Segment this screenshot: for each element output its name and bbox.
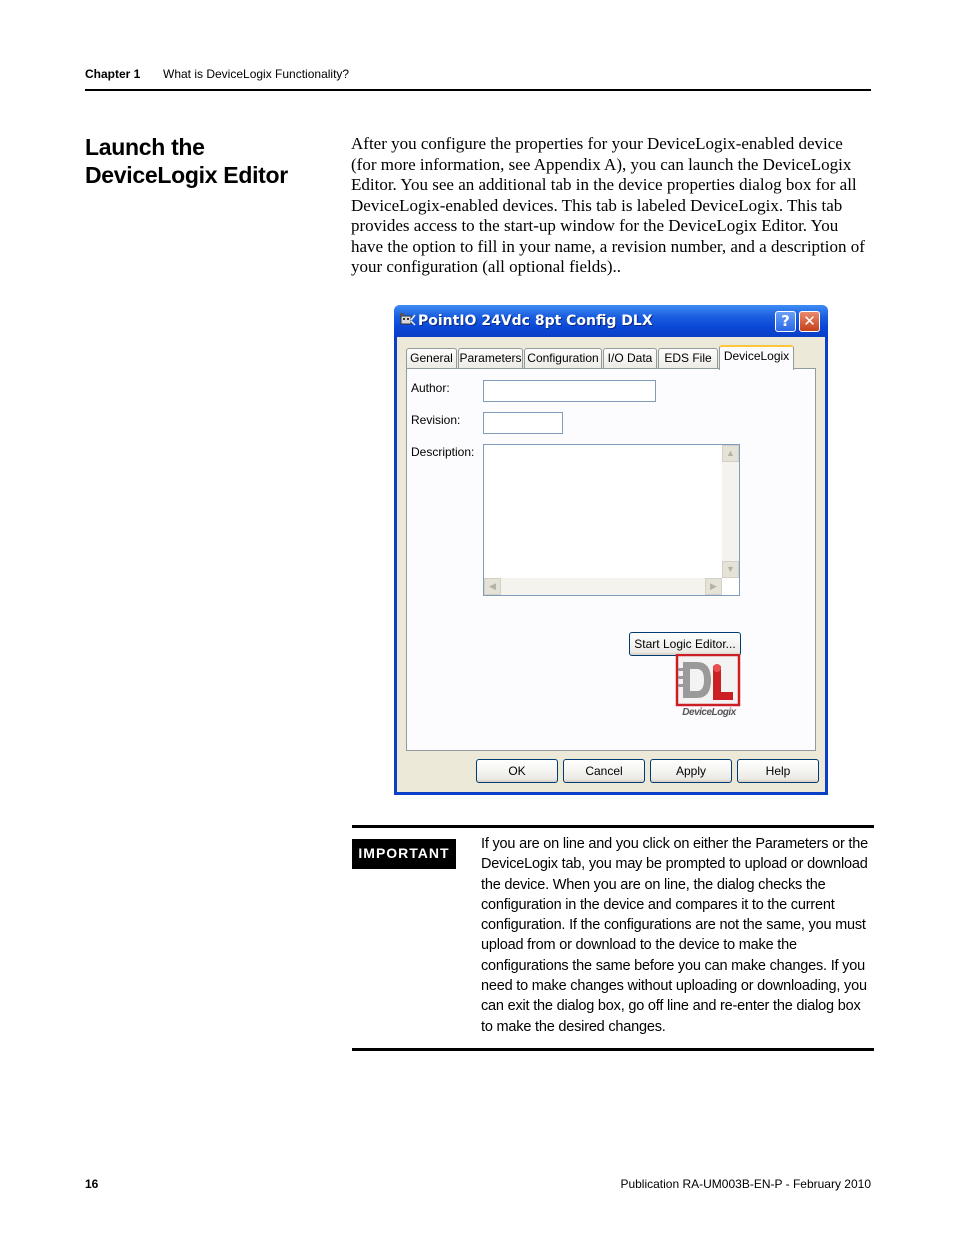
horizontal-scrollbar[interactable] <box>484 578 722 595</box>
author-label: Author: <box>411 381 450 395</box>
header-rule <box>85 89 871 91</box>
description-label: Description: <box>411 445 475 459</box>
scroll-up-icon[interactable]: ▲ <box>722 445 739 462</box>
devicelogix-panel <box>406 368 816 751</box>
body-paragraph: After you configure the properties for your DeviceLogix-enabled device (for more information, see Appendix A), you can launch the DeviceLogix Editor. You see an additional tab in the device properties dialog box for all DeviceLogix-enabled devices. This tab is labeled DeviceLogix. This tab provides access to the start-up window for the DeviceLogix Editor. You have the option to fill in your name, a revision number, and a description of your configuration (all optional fields).. <box>351 134 865 276</box>
help-icon[interactable]: ? <box>775 311 796 332</box>
scroll-down-icon[interactable]: ▼ <box>722 561 739 578</box>
chapter-title: What is DeviceLogix Functionality? <box>163 67 350 81</box>
tab-eds-file[interactable]: EDS File <box>658 348 718 368</box>
cancel-button[interactable]: Cancel <box>563 759 645 783</box>
page-number: 16 <box>85 1177 99 1191</box>
apply-button[interactable]: Apply <box>650 759 732 783</box>
scroll-left-icon[interactable]: ◀ <box>484 578 501 595</box>
important-text: If you are on line and you click on either the Parameters or the DeviceLogix tab, you may be prompted to upload or download the device. When you are on line, the dialog checks the configuration in the device and compares it to the current configuration. If the configurations are not the same, you must upload from or download to the device to make the configurations the same before you can make changes. If you need to make changes without uploading or downloading, you can exit the dialog box, go off line and re-enter the dialog box to make the desired changes. <box>481 836 868 1035</box>
devicelogix-logo-text: DeviceLogix <box>682 707 736 718</box>
publication-info: Publication RA-UM003B-EN-P - February 2010 <box>620 1177 871 1191</box>
close-icon[interactable]: ✕ <box>799 311 820 332</box>
dialog-title: PointIO 24Vdc 8pt Config DLX <box>418 313 653 329</box>
description-textarea[interactable] <box>483 444 740 596</box>
revision-input[interactable] <box>483 412 563 434</box>
start-logic-editor-button[interactable]: Start Logic Editor... <box>629 632 741 656</box>
ok-button[interactable]: OK <box>476 759 558 783</box>
revision-label: Revision: <box>411 413 461 427</box>
dialog-client <box>397 337 825 792</box>
device-icon <box>399 311 417 329</box>
section-title: Launch the DeviceLogix Editor <box>85 134 288 188</box>
devicelogix-logo <box>675 654 743 720</box>
dialog-titlebar[interactable] <box>394 305 828 337</box>
important-badge: IMPORTANT <box>352 839 456 869</box>
help-button[interactable]: Help <box>737 759 819 783</box>
author-input[interactable] <box>483 380 656 402</box>
tab-devicelogix[interactable]: DeviceLogix <box>719 345 794 370</box>
scroll-right-icon[interactable]: ▶ <box>705 578 722 595</box>
chapter-label: Chapter 1 <box>85 67 141 81</box>
tab-configuration[interactable]: Configuration <box>524 348 602 368</box>
tab-parameters[interactable]: Parameters <box>458 348 523 368</box>
important-rule-top <box>352 825 874 828</box>
properties-dialog <box>394 305 828 795</box>
tab-general[interactable]: General <box>406 348 457 368</box>
important-rule-bottom <box>352 1048 874 1051</box>
vertical-scrollbar[interactable] <box>722 445 739 578</box>
tab-io-data[interactable]: I/O Data <box>603 348 657 368</box>
